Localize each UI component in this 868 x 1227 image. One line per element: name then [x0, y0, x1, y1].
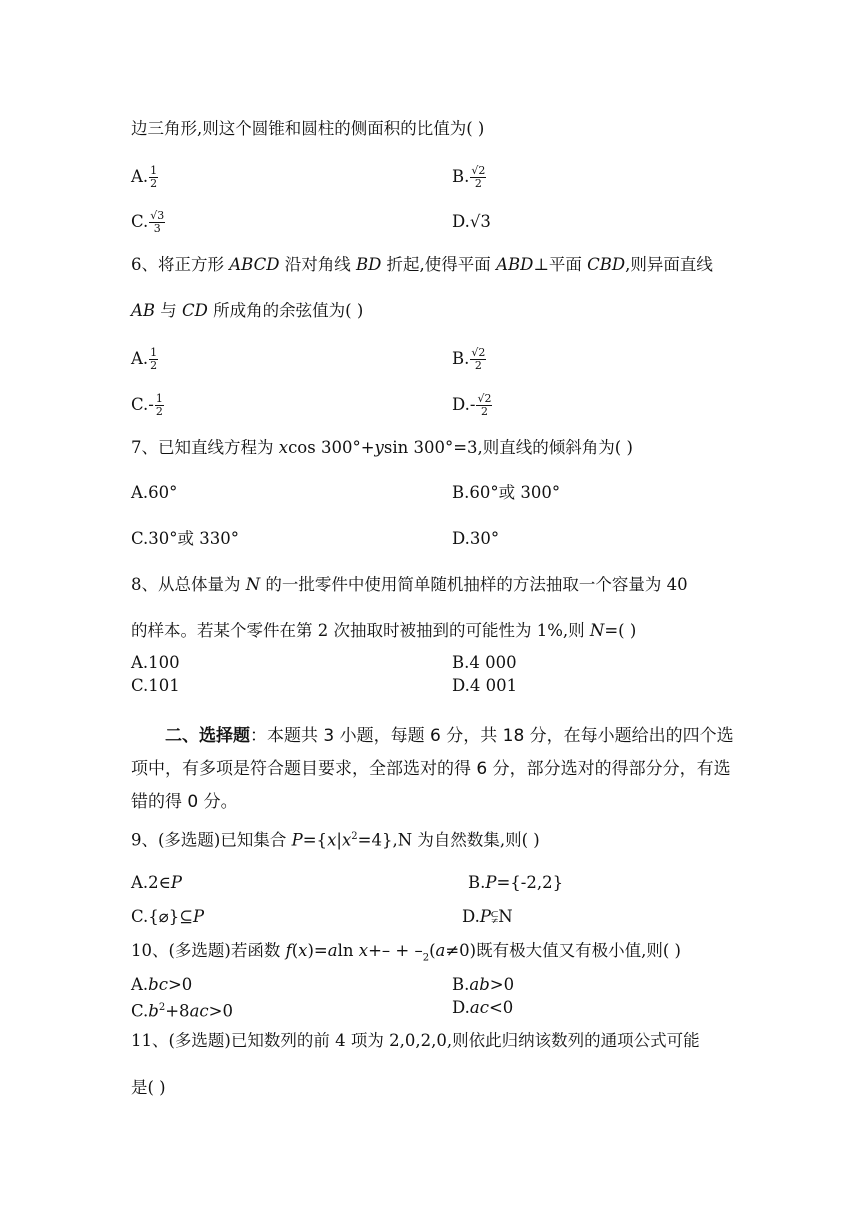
q9-option-d: D.P⫋N — [462, 907, 513, 926]
q11-stem-line1: 11、(多选题)已知数列的前 4 项为 2,0,2,0,则依此归纳该数列的通项公式可能 — [131, 1031, 700, 1050]
q5-option-b: B. $\frac{√2}{2}$ — [452, 164, 486, 190]
q7-option-c: C.30°或 330° — [131, 529, 240, 548]
q7-stem: 7、已知直线方程为 xcos 300°+ysin 300°=3,则直线的倾斜角为( ) — [131, 438, 633, 457]
q6-option-c: C.- $\frac{1}{2}$ — [131, 392, 163, 418]
q5-option-c: C. $\frac{√3}{3}$ — [131, 209, 165, 235]
section-2-title: 二、选择题 — [165, 726, 250, 746]
q5-option-a: A. $\frac{1}{2}$ — [131, 164, 158, 190]
q7-option-b: B.60°或 300° — [452, 483, 561, 502]
q6-stem-line1: 6、将正方形 ABCD 沿对角线 BD 折起,使得平面 ABD⊥平面 CBD,则异面直线 — [131, 255, 713, 274]
section-2-instructions: 二、选择题：本题共 3 小题，每题 6 分，共 18 分，在每小题给出的四个选项中，有多项是符合题目要求，全部选对的得 6 分，部分选对的得部分分，有选错的得 0 分。 — [131, 726, 734, 812]
q8-option-b: B.4 000 — [452, 653, 517, 672]
q10-option-b: B.ab>0 — [452, 975, 515, 994]
q9-option-a: A.2∈P — [131, 873, 182, 892]
q8-option-a: A.100 — [131, 653, 180, 672]
q6-option-d: D.- $\frac{√2}{2}$ — [452, 392, 492, 418]
q10-option-c: $C.b^2+8ac>0$ — [131, 1001, 233, 1021]
q8-stem-line2: 的样本。若某个零件在第 2 次抽取时被抽到的可能性为 1%,则 N=( ) — [131, 621, 637, 640]
q6-stem-line2: AB 与 CD 所成角的余弦值为( ) — [131, 301, 364, 320]
q11-stem-line2: 是( ) — [131, 1078, 166, 1097]
q5-option-d: D.√3 — [452, 212, 491, 231]
q9-option-c: C.{⌀}⊆P — [131, 907, 205, 926]
q10-stem: 10、(多选题)若函数 f(x)=aln $x+- + -_2(a\ne 0)$既有极大值又有极小值,则( ) — [131, 941, 681, 964]
q5-stem: 边三角形,则这个圆锥和圆柱的侧面积的比值为( ) — [131, 119, 485, 138]
q6-option-b: B. $\frac{√2}{2}$ — [452, 346, 486, 372]
q8-option-c: C.101 — [131, 676, 180, 695]
q8-option-d: D.4 001 — [452, 676, 518, 695]
q9-option-b: B.P={-2,2} — [468, 873, 564, 892]
q7-option-d: D.30° — [452, 529, 500, 548]
q6-option-a: A. $\frac{1}{2}$ — [131, 346, 158, 372]
q7-option-a: A.60° — [131, 483, 178, 502]
q9-stem: 9、(多选题)已知集合 $P=\{x|x^2=4\},N$ 为自然数集,则( ) — [131, 830, 540, 850]
q10-option-a: A.bc>0 — [131, 975, 193, 994]
q8-stem-line1: 8、从总体量为 N 的一批零件中使用简单随机抽样的方法抽取一个容量为 40 — [131, 575, 688, 594]
q10-option-d: D.ac<0 — [452, 998, 514, 1017]
